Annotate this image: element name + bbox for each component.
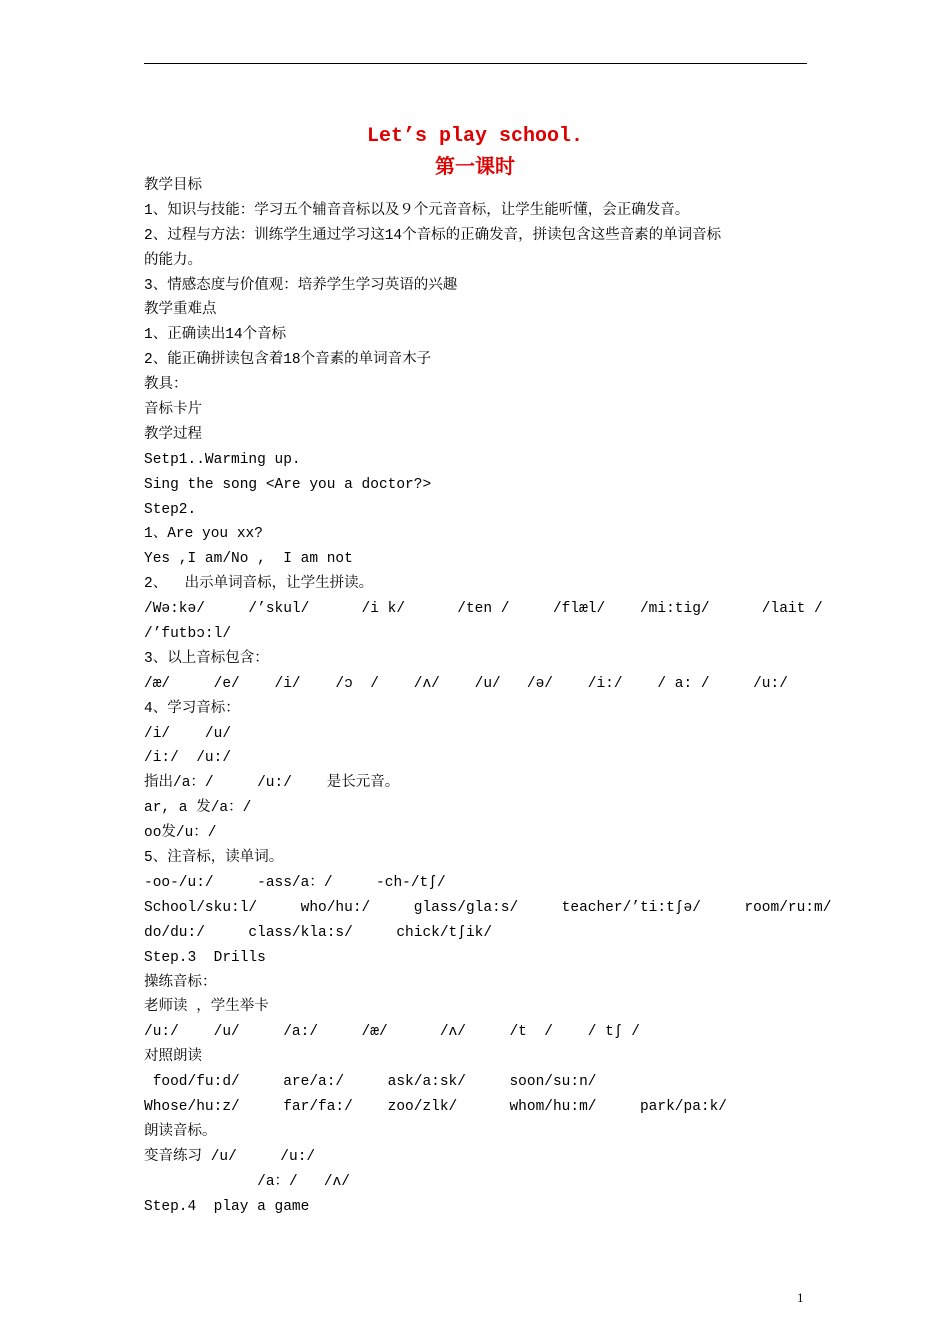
header-rule (144, 63, 807, 64)
step-1-heading: Setp1..Warming up. (144, 451, 301, 468)
section-heading-process: 教学过程 (144, 426, 202, 443)
lesson-subtitle: 第一课时 (435, 154, 515, 178)
spelling-rule-oo: oo发/u：/ (144, 825, 217, 842)
compare-reading-heading: 对照朗读 (144, 1049, 202, 1066)
short-vowels: /i/ /u/ (144, 725, 232, 742)
section-heading-objectives: 教学目标 (144, 178, 202, 194)
step-4-heading: Step.4 play a game (144, 1198, 310, 1215)
drill-instruction: 老师读 ，学生举卡 (144, 999, 269, 1016)
phonetic-words-row-2: /’futbɔ:l/ (144, 626, 232, 643)
objective-2: 2、过程与方法：训练学生通过学习这14个音标的正确发音，拼读包含这些音素的单词音标 (144, 227, 722, 244)
sound-change-row-1: 变音练习 /u/ /u:/ (144, 1148, 316, 1165)
step-2-heading: Step2. (144, 501, 197, 518)
key-point-1: 1、正确读出14个音标 (144, 327, 287, 344)
spelling-rule-ar: ar, a 发/a：/ (144, 800, 252, 817)
phonetic-words-row-1: /Wə:kə/ /’skul/ /i k/ /ten / /flæl/ /mi:tig/ /lait / (144, 601, 823, 618)
phonetic-symbols-row: /æ/ /e/ /i/ /ɔ / /ʌ/ /u/ /ə/ /i:/ / a: / /u:/ (144, 675, 788, 692)
objective-1: 1、知识与技能：学习五个辅音音标以及９个元音音标，让学生能听懂，会正确发音。 (144, 202, 690, 219)
step-2-item-2: 2、 出示单词音标，让学生拼读。 (144, 576, 374, 593)
objective-2-cont: 的能力。 (144, 252, 202, 269)
page-number: 1 (797, 1290, 804, 1305)
materials-item: 音标卡片 (144, 402, 202, 419)
section-heading-materials: 教具： (144, 377, 188, 394)
drill-symbols: /u:/ /u/ /a:/ /æ/ /ʌ/ /t / / tʃ / (144, 1024, 640, 1041)
drill-heading: 操练音标： (144, 974, 217, 991)
read-symbols: 朗读音标。 (144, 1123, 217, 1140)
compare-words-row-2: Whose/hu:z/ far/fa:/ zoo/zlk/ whom/hu:m/ park/pa:k/ (144, 1098, 727, 1115)
key-point-2: 2、能正确拼读包含着18个音素的单词音木子 (144, 352, 432, 369)
step-2-item-4: 4、学习音标： (144, 700, 240, 717)
step-2-answer: Yes ,I am/No , I am not (144, 551, 353, 568)
lesson-body (144, 174, 832, 1219)
section-heading-key-points: 教学重难点 (144, 302, 217, 319)
long-vowel-note: 指出/a：/ /u:/ 是长元音。 (144, 775, 400, 792)
step-2-item-3: 3、以上音标包含： (144, 650, 269, 667)
sound-change-row-2: /a：/ /ʌ/ (144, 1173, 350, 1190)
step-3-heading: Step.3 Drills (144, 949, 266, 966)
word-list-row-1: School/sku:l/ who/hu:/ glass/gla:s/ teacher/’ti:tʃə/ room/ru:m/ (144, 899, 832, 916)
page-title: Let’s play school. (366, 125, 584, 148)
word-list-row-2: do/du:/ class/kla:s/ chick/tʃik/ (144, 924, 493, 941)
step-2-item-1: 1、Are you xx? (144, 526, 263, 543)
long-vowels: /i:/ /u:/ (144, 750, 232, 767)
step-1-song: Sing the song <Are you a doctor?> (144, 476, 432, 493)
compare-words-row-1: food/fu:d/ are/a:/ ask/a:sk/ soon/su:n/ (144, 1074, 597, 1091)
letter-patterns: -oo-/u:/ -ass/a：/ -ch-/tʃ/ (144, 874, 446, 891)
step-2-item-5: 5、注音标，读单词。 (144, 850, 284, 867)
objective-3: 3、情感态度与价值观：培养学生学习英语的兴趣 (144, 277, 458, 294)
